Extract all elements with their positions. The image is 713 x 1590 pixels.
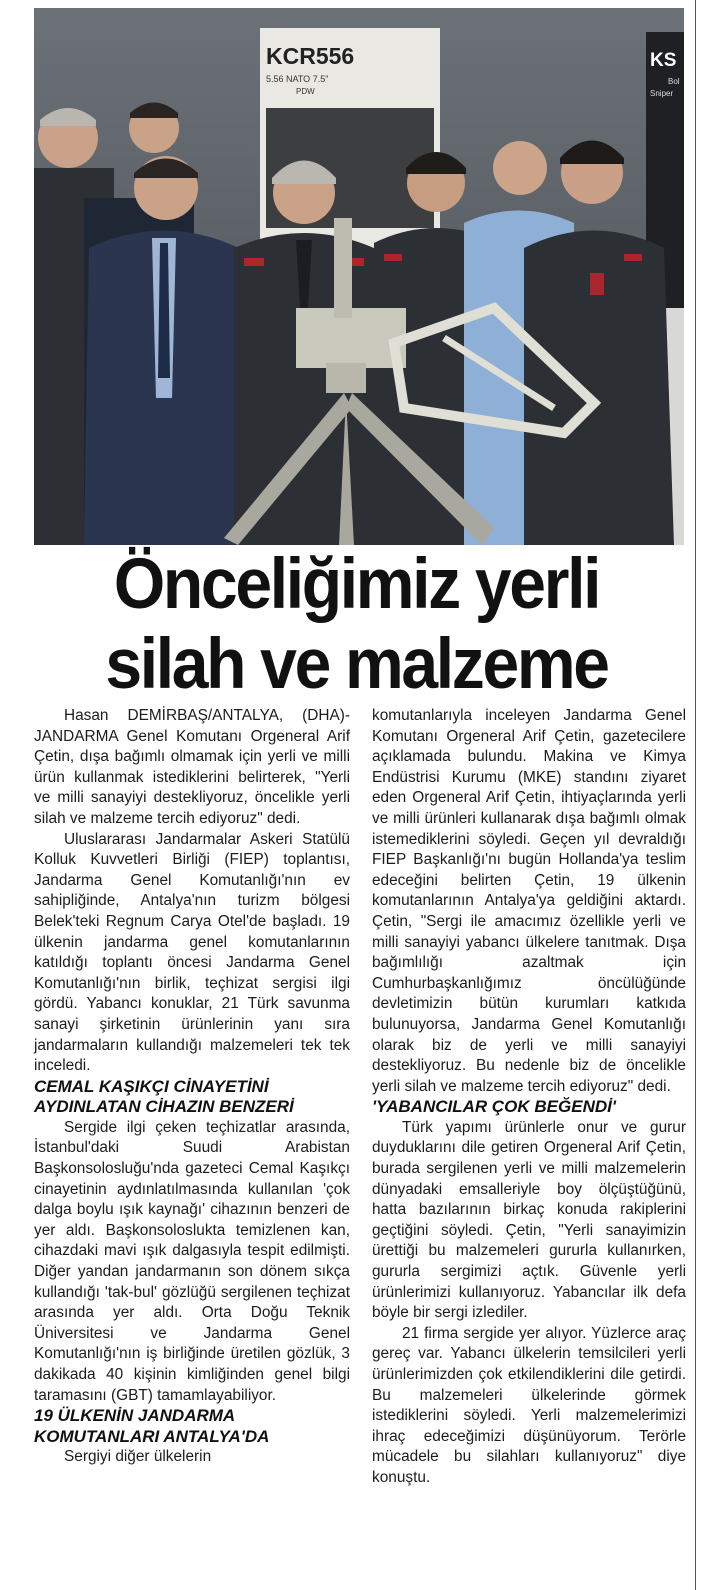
subheading-line: CEMAL KAŞIKÇI CİNAYETİNİ <box>34 1076 269 1096</box>
paragraph: Sergide ilgi çeken teçhizatlar arasında, İstanbul'daki Suudi Arabistan Başkonsolosluğu'nda gazeteci Cemal Kaşıkçı cinayetinin aydınlatılmasında kullanılan 'çok dalga boylu ışık kaynağı' cihazının benzeri de yer aldı. Başkonsoloslukta temizlenen kan, cihazdaki mavi ışık dalgasıyla tespit edilmişti. Diğer yandan jandarmanın son dönem sıkça kullandığı 'tak-bul' gözlüğü sergilenen teçhizat arasında yer aldı. Orta Doğu Teknik Üniversitesi ve Jandarma Genel Komutanlığı'nın iş birliğinde üretilen gözlük, 3 dakikada 40 kişinin kimliğinden genel bilgi taramasını (GBT) tamamlayabiliyor. <box>34 1118 350 1404</box>
subheading-line: 'YABANCILAR ÇOK BEĞENDİ' <box>372 1097 616 1117</box>
news-photo <box>34 8 684 545</box>
article-column-right <box>372 706 686 1489</box>
paragraph: Türk yapımı ürünlerle onur ve gurur duyduklarını dile getiren Orgeneral Arif Çetin, burada sergilenen yerli ve milli malzemelerin dünyadaki emsalleriyle boy ölçüştüğünü, hatta bazılarının birkaç konuda rakiplerini geçtiğini söyledi. Çetin, "Yerli sanayimizin ürettiği bu malzemeleri gururla kullanırken, gururla sergimizi açtık. Güvenle yerli ürünlerimizi kullanıyoruz. Yabancılar ilk defa böyle bir sergi izlediler. <box>372 1118 686 1322</box>
banner-caliber: 5.56 NATO 7.5" <box>266 74 329 84</box>
paragraph: Hasan DEMİRBAŞ/ANTALYA, (DHA)- JANDARMA Genel Komutanı Orgeneral Arif Çetin, dışa bağımlı olmamak için yerli ve milli ürün kullanmak istediklerini belirterek, "Yerli ve milli sanayiyi destekliyoruz, öncelikle yerli silah ve malzeme tercih ediyoruz" dedi. <box>34 707 350 827</box>
paragraph: Uluslararası Jandarmalar Askeri Statülü Kolluk Kuvvetleri Birliği (FIEP) toplantısı, Jandarma Genel Komutanlığı'nın ev sahipliğinde, Antalya'nın turizm bölgesi Belek'teki Regnum Carya Otel'de başladı. 19 ülkenin jandarma genel komutanlarının katıldığı toplantı öncesi Jandarma Genel Komutanlığı'nın birlik, teçhizat sergisi ilgi gördü. Yabancı konuklar, 21 Türk savunma sanayi şirketinin ürünlerinin yanı sıra jandarmaların kullandığı malzemeleri tek tek inceledi. <box>34 830 350 1075</box>
article-column-left <box>34 706 350 1468</box>
column-rule <box>695 0 696 1590</box>
headline-line-1: Önceliğimiz yerli <box>113 545 600 624</box>
paragraph: komutanlarıyla inceleyen Jandarma Genel Komutanı Orgeneral Arif Çetin, gazetecilere açıklamada bulundu. Makina ve Kimya Endüstrisi Kurumu (MKE) standını ziyaret eden Orgeneral Arif Çetin, ihtiyaçlarında yerli ve milli ürünleri kullanarak dışa bağımlı olmak istemediklerini söyledi. Geçen yıl devraldığı FIEP Başkanlığı'nı bugün Hollanda'ya teslim edeceğini belirten Çetin, 19 ülkenin komutanlarının Antalya'ya geldiğini aktardı. Çetin, "Sergi ile amacımız özellikle yerli ve milli sanayiyi yabancı ülkelere tanıtmak. Dışa bağımlılığı azaltmak için Cumhurbaşkanlığımız öncülüğünde devletimizin bütün kurumları katkıda bulunuyorsa, Jandarma Genel Komutanlığı olarak biz de yerli ve milli sanayiyi destekliyoruz. Bu nedenle biz de öncelikle yerli silah ve malzeme tercih ediyoruz" dedi. <box>372 707 686 1095</box>
banner-ks-sub: Bol <box>668 77 680 86</box>
photo-scene <box>34 8 684 545</box>
banner-title: KCR556 <box>266 43 355 69</box>
headline-line-2: silah ve malzeme <box>105 625 608 704</box>
banner-model: PDW <box>296 87 315 96</box>
subheading-line: AYDINLATAN CİHAZIN BENZERİ <box>34 1097 294 1117</box>
paragraph: Sergiyi diğer ülkelerin <box>64 1448 212 1466</box>
paragraph: 21 firma sergide yer alıyor. Yüzlerce araç gereç var. Yabancı ülkelerin temsilcileri yerli ürünlerimizden çok etkilendiklerini dile getirdi. Bu malzemeleri ülkelerinde görmek istediklerini söyledi. Yerli malzemelerimizi ihraç edeceğimizi düşünüyorum. Terörle mücadele bu silahları kullanıyoruz" diye konuştu. <box>372 1324 686 1486</box>
subheading-line: 19 ÜLKENİN JANDARMA <box>34 1406 236 1426</box>
subheading-line: KOMUTANLARI ANTALYA'DA <box>34 1426 270 1446</box>
banner-ks-title: KS <box>650 50 677 71</box>
banner-ks-sub2: Sniper <box>650 89 674 98</box>
